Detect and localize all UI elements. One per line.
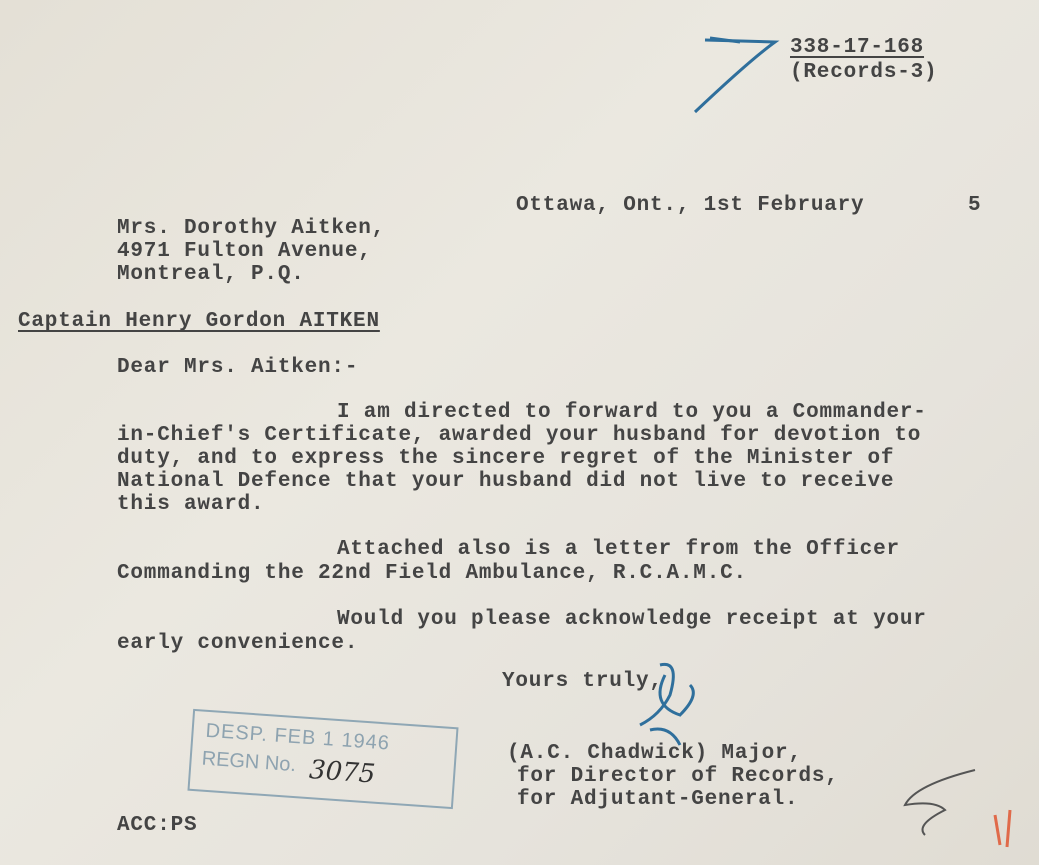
file-number: 338-17-168 xyxy=(790,36,925,59)
paragraph-line: Would you please acknowledge receipt at your xyxy=(337,608,927,631)
place-date: Ottawa, Ont., 1st February xyxy=(516,194,865,217)
stamp-date: DESP. FEB 1 1946 xyxy=(204,719,391,755)
blue-pencil-mark-icon xyxy=(690,30,790,120)
handwritten-signature-icon xyxy=(620,655,710,755)
typist-initials: ACC:PS xyxy=(117,814,198,837)
paragraph-line: I am directed to forward to you a Commander- xyxy=(337,401,927,424)
paragraph-line: National Defence that your husband did not live to receive xyxy=(117,470,895,493)
stamp-regn-label: REGN No. xyxy=(200,747,297,777)
paragraph-line: duty, and to express the sincere regret of the Minister of xyxy=(117,447,895,470)
closing: Yours truly, xyxy=(502,670,663,693)
salutation: Dear Mrs. Aitken:- xyxy=(117,356,359,379)
department-reference: (Records-3) xyxy=(790,61,938,84)
paragraph-line: in-Chief's Certificate, awarded your husband for devotion to xyxy=(117,424,922,447)
paragraph-line: Attached also is a letter from the Officer xyxy=(337,538,900,561)
paragraph-line: this award. xyxy=(117,493,265,516)
despatch-stamp xyxy=(187,709,458,809)
addressee-line: Mrs. Dorothy Aitken, xyxy=(117,217,386,240)
signature-line: (A.C. Chadwick) Major, xyxy=(507,742,802,765)
addressee-line: 4971 Fulton Avenue, xyxy=(117,240,372,263)
paragraph-line: early convenience. xyxy=(117,632,359,655)
year-fragment: 5 xyxy=(968,194,982,217)
signature-line: for Adjutant-General. xyxy=(517,788,799,811)
addressee-line: Montreal, P.Q. xyxy=(117,263,305,286)
signature-line: for Director of Records, xyxy=(517,765,839,788)
subject-line: Captain Henry Gordon AITKEN xyxy=(18,310,380,333)
pencil-scribble-icon xyxy=(895,765,1039,855)
stamp-regn-number: 3075 xyxy=(308,755,377,790)
paragraph-line: Commanding the 22nd Field Ambulance, R.C.A.M.C. xyxy=(117,562,747,585)
